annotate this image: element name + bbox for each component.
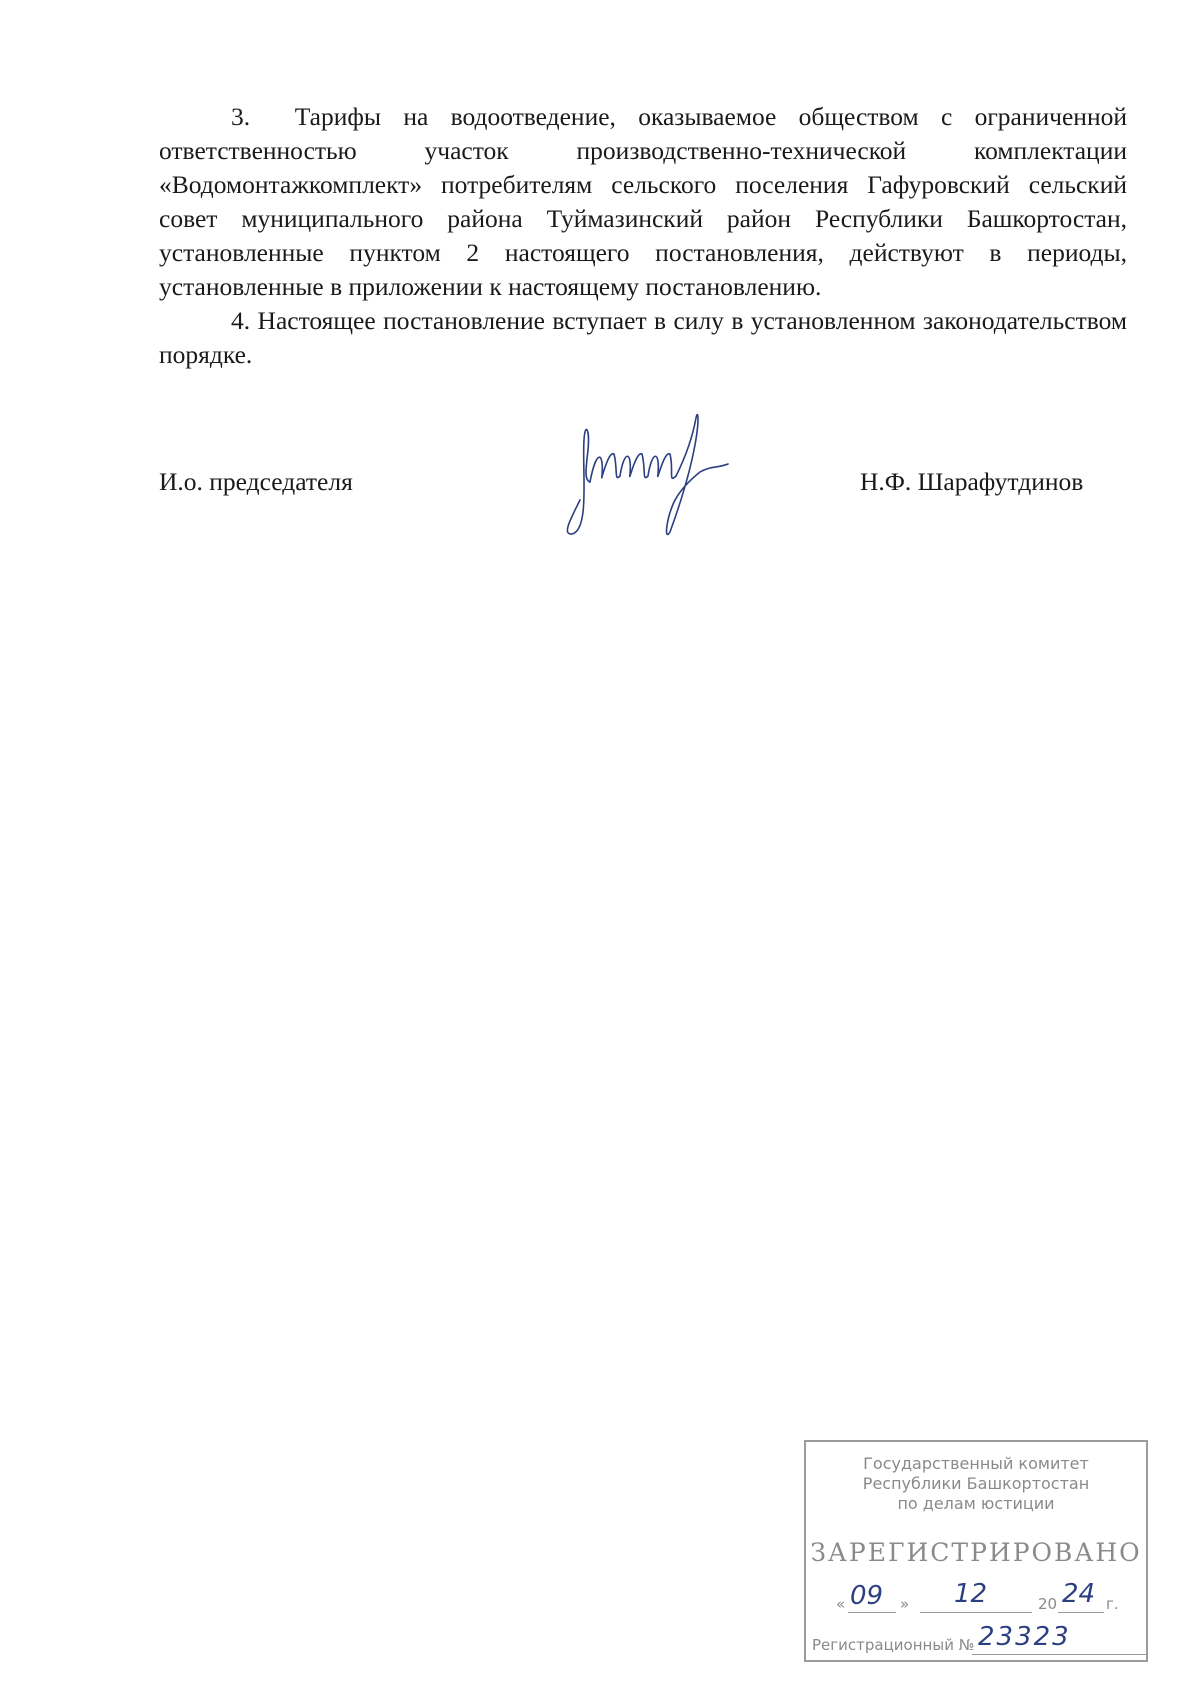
stamp-org-line-1: Государственный комитет	[863, 1454, 1089, 1473]
stamp-year-line	[1058, 1612, 1104, 1613]
stamp-organization	[806, 1454, 1146, 1514]
stamp-year-suffix: г.	[1106, 1595, 1119, 1613]
stamp-registration-number	[812, 1622, 1146, 1658]
stamp-month-line	[920, 1612, 1032, 1613]
signatory-position: И.о. председателя	[159, 467, 353, 496]
stamp-reg-line	[972, 1654, 1146, 1655]
stamp-day: 09	[850, 1581, 884, 1611]
stamp-date	[836, 1579, 1126, 1617]
stamp-org-line-3: по делам юстиции	[897, 1494, 1055, 1513]
signatory-name: Н.Ф. Шарафутдинов	[860, 467, 1084, 496]
stamp-year: 24	[1062, 1579, 1096, 1609]
paragraph-3: 3. Тарифы на водоотведение, оказываемое обществом с ограниченной ответственностью участок производственно-технической комплектации «Водомонтажкомплект» потребителям сельского поселения Гафуровский сельский совет муниципального района Туймазинский район Республики Башкортостан, установленные пунктом 2 настоящего постановления, действуют в периоды, установленные в приложении к настоящему постановлению.	[159, 102, 1127, 301]
stamp-status: ЗАРЕГИСТРИРОВАНО	[810, 1538, 1142, 1567]
paragraph-4: 4. Настоящее постановление вступает в силу в установленном законодательством порядке.	[159, 306, 1127, 369]
stamp-quote-open: «	[836, 1595, 846, 1613]
stamp-quote-close: »	[900, 1595, 910, 1613]
document-body	[159, 100, 1127, 372]
stamp-reg-number: 23323	[978, 1622, 1071, 1652]
handwritten-signature	[560, 410, 730, 540]
stamp-org-line-2: Республики Башкортостан	[862, 1474, 1090, 1493]
stamp-day-line	[848, 1612, 896, 1613]
registration-stamp	[804, 1440, 1148, 1662]
stamp-year-prefix: 20	[1038, 1595, 1058, 1613]
stamp-month: 12	[954, 1579, 988, 1609]
stamp-reg-label: Регистрационный №	[812, 1636, 975, 1654]
